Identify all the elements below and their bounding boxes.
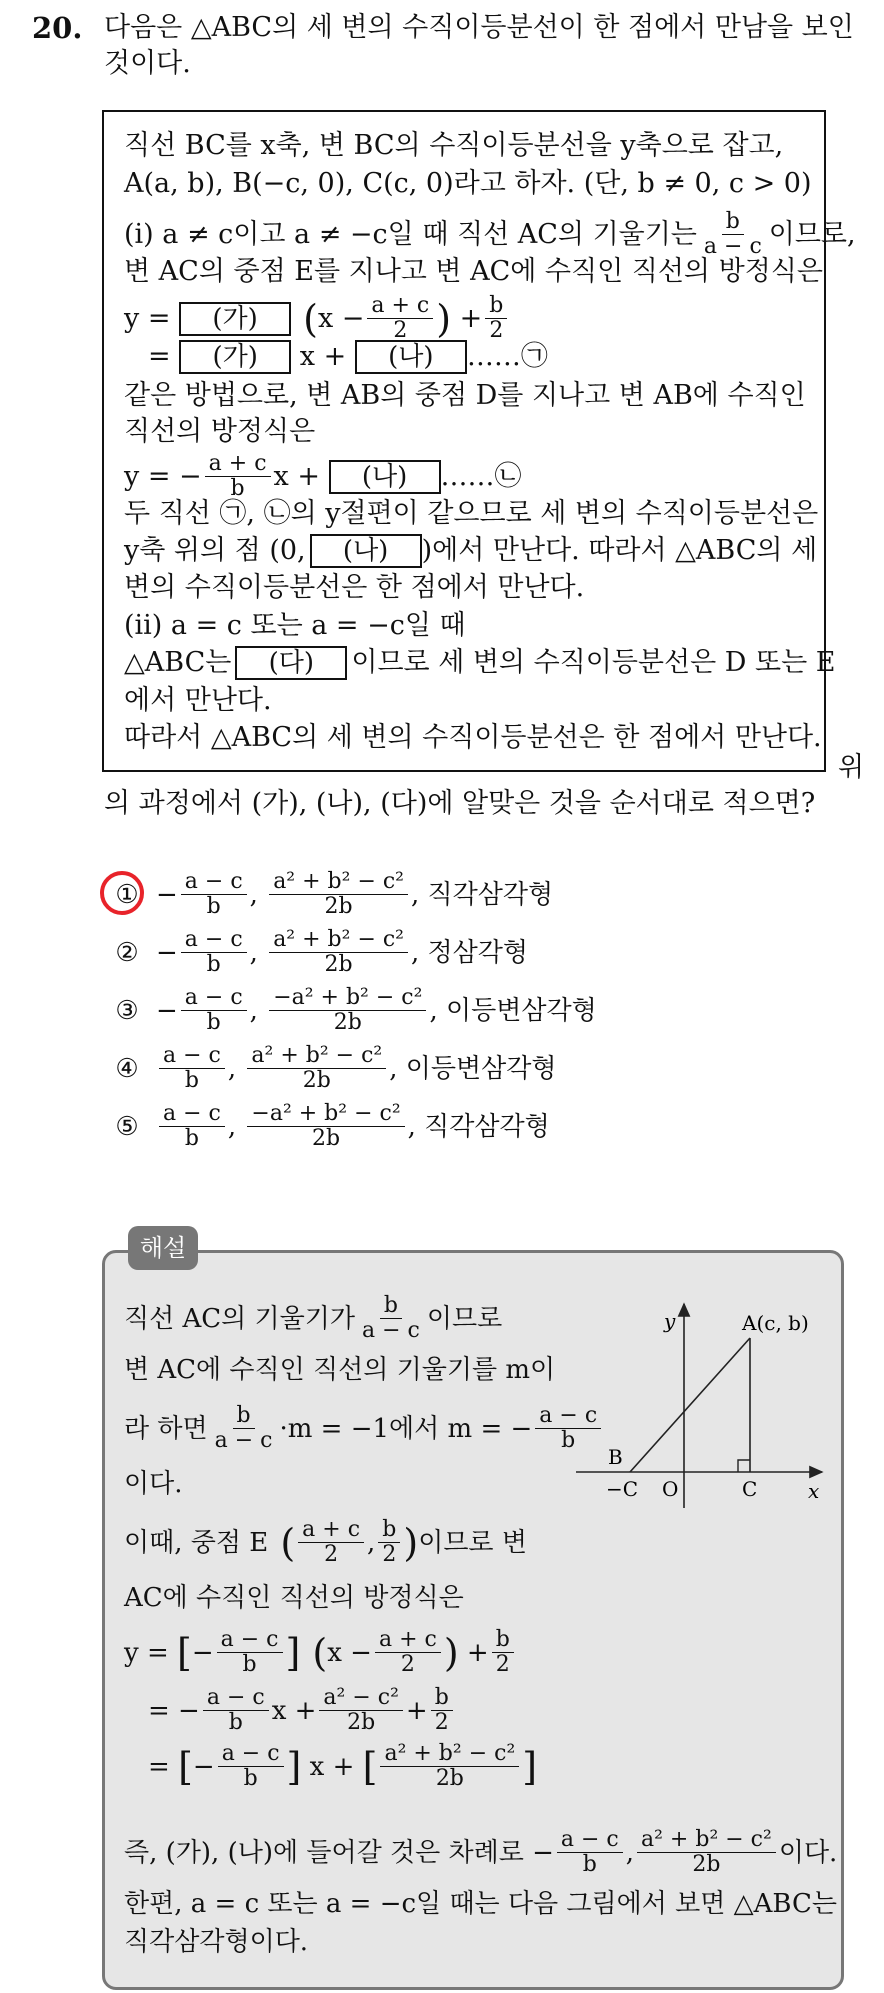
option-word: , 직각삼각형 (407, 1111, 550, 1142)
box-line-4: 변 AC의 중점 E를 지나고 변 AC에 수직인 직선의 방정식은 (124, 256, 823, 287)
question-prompt: 의 과정에서 (가), (나), (다)에 알맞은 것을 순서대로 적으면? (104, 788, 816, 819)
graph-label-C: C (742, 1477, 758, 1501)
box-line-11 (124, 533, 817, 569)
solution-line-3-pre: 라 하면 (124, 1413, 208, 1444)
solution-line-6: AC에 수직인 직선의 방정식은 (124, 1583, 464, 1613)
dots-1: …… (466, 341, 521, 372)
option-fraction-2: $\frac{\text{a² + b² − c²}}{2b}$ (247, 1044, 386, 1093)
option-word: , 직각삼각형 (411, 879, 554, 910)
solution-line-10-post: 이다. (778, 1837, 838, 1868)
option-fraction-2: $\frac{\text{a² + b² − c²}}{2b}$ (269, 928, 408, 977)
option-sign: − (156, 879, 178, 910)
box-equation-1: y = (가) ( x − $\frac{a + c}{2}$ ) + $\frac{b}{2}$ (124, 294, 510, 343)
option-word: , 정삼각형 (411, 937, 529, 968)
box-line-15: 에서 만난다. (124, 685, 272, 716)
solution-line-1: 직선 AC의 기울기가 $\frac{b}{a - c}$ 이므로 (124, 1293, 503, 1343)
option-fraction-2: $\frac{\text{−a² + b² − c²}}{2b}$ (247, 1102, 404, 1151)
question-number: 20. (32, 11, 83, 45)
solution-line-10: 즉, (가), (나)에 들어갈 것은 차례로 − $\frac{a - c}{b}$ , $\frac{\text{a² + b² − c²}}{2b}$ 이다. (124, 1827, 838, 1877)
option-number: ④ (115, 1053, 139, 1084)
solution-line-5-pre: 이때, 중점 E (124, 1527, 269, 1558)
solution-line-11: 한편, a = c 또는 a = −c일 때는 다음 그림에서 보면 △ABC는 (124, 1889, 838, 1919)
answer-option[interactable]: ⑤ $\frac{a - c}{b}$ , $\frac{\text{−a² + b² − c²}}{2b}$ , 직각삼각형 (112, 1102, 550, 1151)
blank-ga-1: (가) (179, 302, 291, 336)
solution-line-5-post: 이므로 변 (418, 1527, 527, 1558)
solution-line-1-pre: 직선 AC의 기울기가 (124, 1303, 356, 1334)
box-line-2: A(a, b), B(−c, 0), C(c, 0)라고 하자. (단, b ≠ 0, c > 0) (124, 168, 812, 199)
box-line-3-post: 이므로, (768, 218, 856, 250)
option-sign: − (156, 995, 178, 1026)
blank-na-1: (나) (355, 340, 467, 374)
right-angle-mark (738, 1460, 750, 1472)
option-number: ② (115, 937, 139, 968)
blank-ga-2: (가) (179, 340, 291, 374)
solution-line-5: 이때, 중점 E ( $\frac{a + c}{2}$ , $\frac{b}{2}$ ) 이므로 변 (124, 1517, 527, 1567)
option-fraction-2: $\frac{\text{−a² + b² − c²}}{2b}$ (269, 986, 426, 1035)
solution-equation-1: y = [ − $\frac{a - c}{b}$ ] ( x − $\frac{a + c}{2}$ ) + $\frac{b}{2}$ (124, 1628, 517, 1677)
graph-label-B: B (608, 1445, 623, 1469)
box-line-14-post: 이므로 세 변의 수직이등분선은 D 또는 E (351, 647, 836, 678)
option-fraction-1: $\frac{a - c}{b}$ (159, 1044, 225, 1093)
box-line-3-pre: (ⅰ) a ≠ c이고 a ≠ −c일 때 직선 AC의 기울기는 (124, 218, 697, 250)
option-word: , 이등변삼각형 (429, 995, 597, 1026)
mark-1: ㉠ (520, 341, 548, 372)
box-line-11-pre: y축 위의 점 (0, (124, 535, 306, 566)
option-word: , 이등변삼각형 (389, 1053, 557, 1084)
option-number: ① (115, 879, 139, 910)
answer-option[interactable]: ③ − $\frac{a - c}{b}$ , $\frac{\text{−a² + b² − c²}}{2b}$ , 이등변삼각형 (112, 986, 597, 1035)
question-text-line2: 것이다. (104, 48, 191, 79)
box-line-16: 따라서 △ABC의 세 변의 수직이등분선은 한 점에서 만난다. (124, 722, 822, 753)
option-fraction-1: $\frac{a - c}{b}$ (181, 986, 247, 1035)
blank-na-2: (나) (329, 460, 441, 494)
graph-label-negC: −C (606, 1477, 639, 1501)
dots-2: …… (440, 460, 495, 492)
solution-line-3-mid: ·m = −1에서 m = − (279, 1413, 533, 1444)
slope-fraction: $\frac{b}{a - c}$ (703, 209, 762, 259)
answer-option[interactable]: ② − $\frac{a - c}{b}$ , $\frac{\text{a² + b² − c²}}{2b}$ , 정삼각형 (112, 928, 528, 977)
option-fraction-1: $\frac{a - c}{b}$ (181, 870, 247, 919)
option-fraction-2: $\frac{\text{a² + b² − c²}}{2b}$ (269, 870, 408, 919)
option-number: ③ (115, 995, 139, 1026)
option-fraction-1: $\frac{a - c}{b}$ (159, 1102, 225, 1151)
blank-na-3: (나) (310, 534, 422, 568)
question-tail: 위 (838, 752, 865, 783)
box-line-8: 직선의 방정식은 (124, 416, 316, 447)
box-line-14-pre: △ABC는 (124, 647, 232, 678)
box-line-3 (124, 210, 856, 259)
box-equation-3: y = − $\frac{a + c}{b}$ x + (나) …… ㉡ (124, 451, 522, 501)
solution-tag: 해설 (128, 1226, 198, 1270)
box-line-13: (ⅱ) a = c 또는 a = −c일 때 (124, 610, 466, 641)
box-line-1: 직선 BC를 x축, 변 BC의 수직이등분선을 y축으로 잡고, (124, 130, 784, 161)
graph-label-x: x (808, 1479, 820, 1503)
solution-line-3: 라 하면 $\frac{b}{a - c}$ ·m = −1에서 m = − $\frac{a - c}{b}$ (124, 1404, 604, 1453)
option-number: ⑤ (115, 1111, 139, 1142)
solution-graph (566, 1300, 836, 1520)
mark-2: ㉡ (494, 460, 522, 492)
question-text-line1: 다음은 △ABC의 세 변의 수직이등분선이 한 점에서 만남을 보인 (104, 12, 854, 43)
solution-line-10-pre: 즉, (가), (나)에 들어갈 것은 차례로 − (124, 1837, 554, 1868)
option-fraction-1: $\frac{a - c}{b}$ (181, 928, 247, 977)
box-line-11-post: )에서 만난다. 따라서 △ABC의 세 (421, 535, 818, 566)
box-line-10: 두 직선 ㉠, ㉡의 y절편이 같으므로 세 변의 수직이등분선은 (124, 498, 819, 529)
answer-option[interactable]: ① − $\frac{a - c}{b}$ , $\frac{\text{a² + b² − c²}}{2b}$ , 직각삼각형 (112, 870, 553, 919)
box-equation-2: = (가) x + (나) …… ㉠ (148, 339, 548, 375)
graph-label-y: y (664, 1309, 676, 1333)
segment-BA (630, 1338, 750, 1472)
solution-equation-3: = [ − $\frac{a - c}{b}$ ] x + [ $\frac{\text{a² + b² − c²}}{2b}$ ] (148, 1741, 538, 1791)
blank-da: (다) (235, 646, 347, 680)
solution-line-12: 직각삼각형이다. (124, 1927, 309, 1957)
solution-equation-2: = − $\frac{a - c}{b}$ x + $\frac{\text{a² − c²}}{2b}$ + $\frac{b}{2}$ (148, 1686, 456, 1735)
box-line-12: 변의 수직이등분선은 한 점에서 만난다. (124, 572, 585, 603)
answer-option[interactable]: ④ $\frac{a - c}{b}$ , $\frac{\text{a² + b² − c²}}{2b}$ , 이등변삼각형 (112, 1044, 556, 1093)
box-line-7: 같은 방법으로, 변 AB의 중점 D를 지나고 변 AB에 수직인 (124, 380, 806, 411)
option-sign: − (156, 937, 178, 968)
graph-label-O: O (662, 1477, 679, 1501)
solution-line-2: 변 AC에 수직인 직선의 기울기를 m이 (124, 1355, 556, 1385)
graph-label-A: A(c, b) (742, 1311, 809, 1335)
solution-line-4: 이다. (124, 1469, 183, 1499)
box-line-14 (124, 645, 835, 681)
solution-line-1-post: 이므로 (426, 1303, 503, 1334)
